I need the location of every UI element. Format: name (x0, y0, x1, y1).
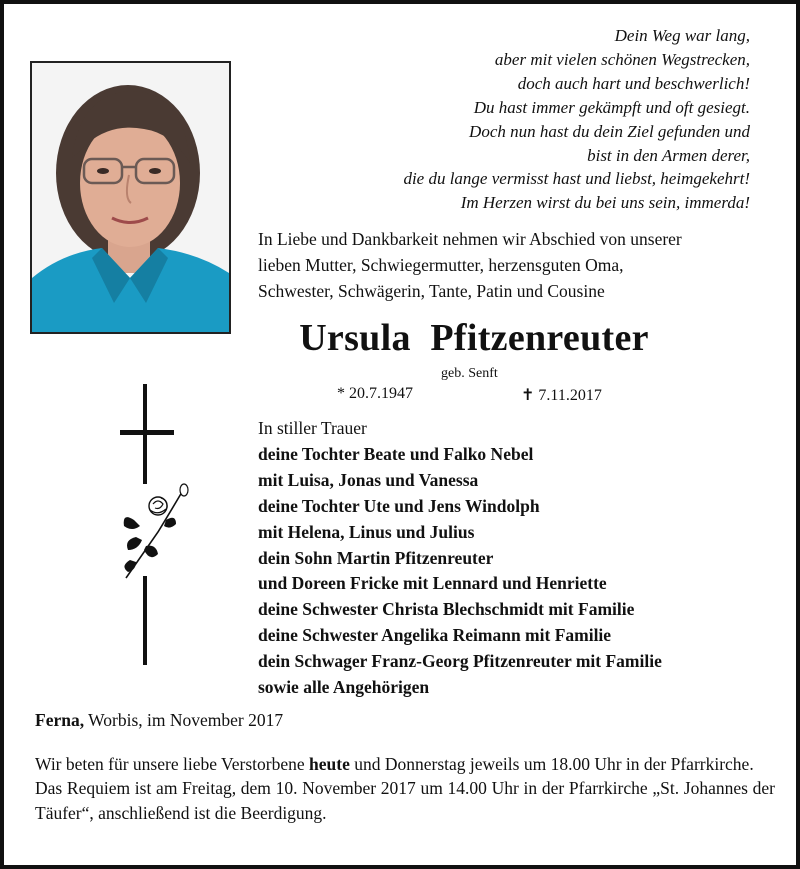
service-notes (35, 752, 775, 825)
mourner-line: deine Schwester Christa Blechschmidt mit Familie (258, 599, 635, 620)
poem-line: Im Herzen wirst du bei uns sein, immerda! (460, 193, 750, 213)
poem-line: Du hast immer gekämpft und oft gesiegt. (473, 97, 750, 117)
poem-line: doch auch hart und beschwerlich! (517, 73, 750, 93)
mourner-line: und Doreen Fricke mit Lennard und Henriette (258, 573, 607, 594)
birth-date: * 20.7.1947 (337, 385, 413, 402)
requiem-note: Das Requiem ist am Freitag, dem 10. November 2017 um 14.00 Uhr in der Pfarrkirche „St. Johannes der Täufer“, anschließend ist die Beerdigung. (35, 778, 775, 823)
intro-line: lieben Mutter, Schwiegermutter, herzensguten Oma, (258, 255, 624, 275)
mourners-heading: In stiller Trauer (258, 418, 367, 438)
poem-line: Dein Weg war lang, (614, 26, 750, 45)
intro-text (258, 226, 682, 304)
mourner-line: dein Schwager Franz-Georg Pfitzenreuter mit Familie (258, 651, 662, 672)
poem (403, 24, 750, 215)
place-name: Ferna, (35, 710, 85, 730)
place-and-date (35, 710, 283, 731)
deceased-name: Ursula Pfitzenreuter (299, 317, 649, 359)
mourner-line: mit Helena, Linus und Julius (258, 521, 475, 542)
maiden-name: geb. Senft (441, 366, 498, 381)
place-date: Worbis, im November 2017 (84, 710, 284, 730)
intro-line: In Liebe und Dankbarkeit nehmen wir Abschied von unserer (258, 229, 682, 249)
prayer-note-text-end: und Donnerstag jeweils um 18.00 Uhr in der Pfarrkirche. (349, 754, 754, 774)
cross-with-rose-icon (114, 382, 194, 667)
poem-line: die du lange vermisst hast und liebst, heimgekehrt! (403, 169, 750, 189)
mourner-line: deine Schwester Angelika Reimann mit Familie (258, 625, 612, 646)
mourners-list (258, 416, 662, 701)
mourner-line: dein Sohn Martin Pfitzenreuter (258, 547, 494, 568)
poem-line: bist in den Armen derer, (587, 145, 750, 165)
mourner-line: deine Tochter Ute und Jens Windolph (258, 495, 540, 516)
prayer-note-text: Wir beten für unsere liebe Verstorbene (35, 754, 310, 774)
prayer-note (35, 752, 775, 776)
mourner-line: deine Tochter Beate und Falko Nebel (258, 443, 534, 464)
prayer-note-day: heute (309, 754, 350, 774)
death-date: ✝ 7.11.2017 (521, 387, 602, 404)
mourner-line: mit Luisa, Jonas und Vanessa (258, 469, 479, 490)
poem-line: Doch nun hast du dein Ziel gefunden und (469, 121, 750, 141)
portrait-photo (30, 61, 231, 334)
intro-line: Schwester, Schwägerin, Tante, Patin und Cousine (258, 281, 605, 301)
mourner-line: sowie alle Angehörigen (258, 677, 430, 698)
poem-line: aber mit vielen schönen Wegstrecken, (494, 49, 750, 69)
